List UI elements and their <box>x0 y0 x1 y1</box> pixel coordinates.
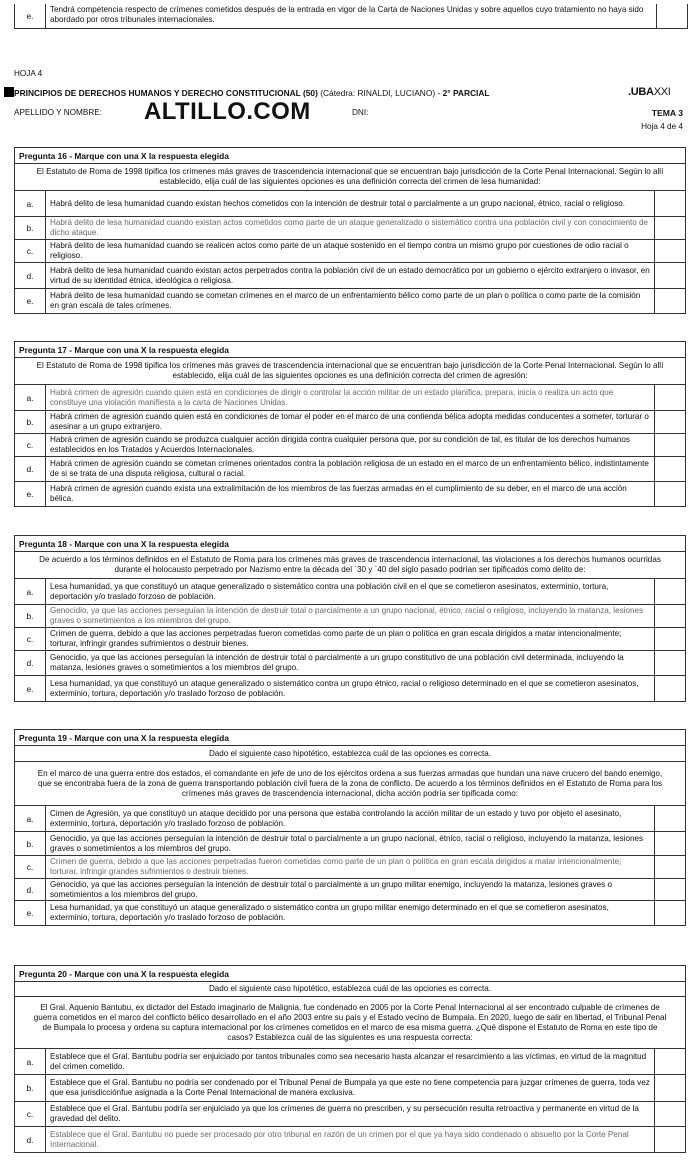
option-text: Habrá crimen de agresión cuando exista una extralimitación de los miembros de las fuerzas armadas en el cumplimiento de su deber, en el marco de una acción bélica. <box>50 484 627 503</box>
option-text: Genocidio, ya que las acciones perseguían la intención de destruir total o parcialmente a un grupo militar enemigo, incluyendo la matanza, lesiones graves o sometimientos a los miembros del grupo. <box>50 879 612 899</box>
answer-mark-box[interactable] <box>654 901 685 925</box>
answer-option <box>15 434 685 457</box>
answer-mark-box[interactable] <box>654 457 685 481</box>
question-20 <box>14 965 686 1153</box>
answer-option <box>15 1127 685 1152</box>
answer-option <box>15 1102 685 1127</box>
answer-mark-box[interactable] <box>654 191 685 216</box>
question-title: Pregunta 17 - Marque con una X la respuesta elegida <box>15 342 685 358</box>
answer-option <box>15 676 685 701</box>
option-letter: a. <box>15 191 46 216</box>
option-text: Establece que el Gral. Bantubu podría ser enjuiciado por tantos tribunales como sea necesario hasta alcanzar el resarcimiento a las víctimas, en virtud de la magnitud del crimen cometido. <box>50 1051 647 1071</box>
option-text: Cimen de Agresión, ya que constituyó un ataque decidido por una persona que estaba controlando la acción militar de un estado y tuvo por objeto el asesinato, exterminio, tortura, deportación y/o traslado forzoso de población. <box>50 808 622 828</box>
question-title: Pregunta 16 - Marque con una X la respuesta elegida <box>15 148 685 164</box>
answer-mark-box[interactable] <box>656 4 687 28</box>
option-text: Genocidio, ya que las acciones perseguían la intención de destruir total o parcialmente a un grupo nacional, étnico, racial o religioso, incluyendo la matanza, lesiones graves o sometimientos a los miembros del grupo. <box>50 606 644 625</box>
answer-option <box>15 879 685 901</box>
option-text: Establece que el Gral. Bantubu no puede ser procesado por otro tribunal en razón de un crimen por el que ya haya sido condenado o absuelto por la Corte Penal Internacional. <box>50 1129 629 1149</box>
question-title: Pregunta 19 - Marque con una X la respuesta elegida <box>15 730 685 746</box>
answer-mark-box[interactable] <box>654 217 685 239</box>
option-letter: c. <box>15 628 46 650</box>
question-statement: De acuerdo a los términos definidos en el Estatuto de Roma para los crímenes más graves de trascendencia internacional, las violaciones a los derechos humanos ocurridas durante el holocausto perpetrado por Nazismo entre la década del `30 y `40 del siglo pasado podrían ser tipificados como delito de: <box>15 552 685 579</box>
answer-option <box>15 605 685 628</box>
option-letter: e. <box>15 289 46 313</box>
question-title: Pregunta 18 - Marque con una X la respuesta elegida <box>15 536 685 552</box>
answer-option <box>15 1075 685 1102</box>
option-letter: d. <box>15 879 46 900</box>
option-letter: a. <box>15 579 46 604</box>
previous-question-option-e <box>14 4 688 29</box>
answer-option <box>15 240 685 263</box>
answer-mark-box[interactable] <box>654 240 685 262</box>
answer-mark-box[interactable] <box>654 579 685 604</box>
answer-option <box>15 628 685 651</box>
answer-mark-box[interactable] <box>654 806 685 831</box>
option-letter: e. <box>15 676 46 701</box>
option-letter: c. <box>15 240 46 262</box>
option-text: Establece que el Gral. Bantubu podría ser enjuiciado ya que los crímenes de guerra no prescriben, y su persecución resulta retroactiva y permanente en virtud de la gravedad del delito. <box>50 1104 639 1123</box>
option-text: Establece que el Gral. Bantubu no podría ser condenado por el Tribunal Penal de Bumpala ya que este no tiene competencia para juzgar crímenes de guerra, toda vez que esa jurisdicciónfue asignada a la Corte Penal Internacional de manera exclusiva. <box>50 1078 650 1097</box>
option-text: Habrá delito de lesa humanidad cuando se realicen actos como parte de un ataque sostenido en el tiempo contra un mismo grupo por cuestiones de odio racial o religioso. <box>50 241 629 260</box>
option-letter: e. <box>15 482 46 506</box>
option-letter: b. <box>15 605 46 627</box>
option-letter: b. <box>15 411 46 433</box>
answer-mark-box[interactable] <box>654 385 685 410</box>
option-letter: c. <box>15 434 46 456</box>
option-text: Lesa humanidad, ya que constituyó un ataque generalizado o sistemático contra un grupo militar enemigo determinado en el que se cometieron asesinatos, exterminio, tortura, deportación y/o traslado forzoso de población. <box>50 903 609 922</box>
answer-mark-box[interactable] <box>654 1075 685 1101</box>
answer-option <box>15 1049 685 1075</box>
answer-option <box>15 482 685 506</box>
question-title: Pregunta 20 - Marque con una X la respuesta elegida <box>15 966 685 982</box>
answer-mark-box[interactable] <box>654 628 685 650</box>
answer-option <box>15 289 685 313</box>
page-number: Hoja 4 de 4 <box>641 122 683 131</box>
option-text: Genocidio, ya que las acciones perseguían la intención de destruir total o parcialmente a un grupo constitutivo de una población civil determinada, incluyendo la matanza, lesiones graves o sometimientos a los miembros del grupo. <box>50 653 624 672</box>
question-statement: Dado el siguiente caso hipotético, establezca cuál de las opciones es correcta. <box>15 746 685 762</box>
question-19 <box>14 729 686 926</box>
question-statement: Dado el siguiente caso hipotético, establezca cuál de las opciones es correcta. <box>15 982 685 997</box>
option-text: Habrá delito de lesa humanidad cuando existan hechos cometidos con la intención de destruir total o parcialmente a un grupo nacional, étnico, racial o religioso. <box>50 198 626 208</box>
option-text: Habrá delito de lesa humanidad cuando existan actos cometidos como parte de un ataque generalizado o sistemático contra una población civil y con conocimiento de dicho ataque. <box>50 218 648 237</box>
question-16 <box>14 147 686 314</box>
answer-mark-box[interactable] <box>654 1127 685 1152</box>
answer-option <box>15 411 685 434</box>
option-letter: b. <box>15 217 46 239</box>
option-text: Lesa humanidad, ya que constituyó un ataque generalizado o sistemático contra un grupo étnico, racial o religioso determinado en el que se cometieron asesinatos, exterminio, tortura, deportación y/o traslado forzoso de población. <box>50 678 639 698</box>
option-text: Genocidio, ya que las acciones perseguían la intención de destruir total o parcialmente a un grupo nacional, étnico, racial o religioso, incluyendo la matanza, lesiones graves o sometimientos a los miembros del grupo. <box>50 833 644 853</box>
answer-mark-box[interactable] <box>654 1102 685 1126</box>
question-statement: El Estatuto de Roma de 1998 tipifica los crímenes más graves de trascendencia internacional que se encuentran bajo jurisdicción de la Corte Penal Internacional. Según lo allí establecido, elija cuál de las siguientes opciones es una definición correcta del crimen de agresión: <box>15 358 685 385</box>
answer-mark-box[interactable] <box>654 605 685 627</box>
answer-option <box>15 191 685 217</box>
answer-mark-box[interactable] <box>654 856 685 878</box>
option-text: Habrá crimen de agresión cuando quien está en condiciones de dirigir o controlar la acción militar de un estado planifica, prepara, inicia o realiza un acto que constituye una violación manifiesta a la carta de Naciones Unidas. <box>50 387 614 407</box>
question-17 <box>14 341 686 507</box>
option-text: Crimen de guerra, debido a que las acciones perpetradas fueron cometidas como parte de un plan o política en gran escala dirigidos a matar intencionalmente; torturar, infringir grandes sufrimientos o destruir bienes. <box>50 629 622 648</box>
option-letter: b. <box>15 1075 46 1101</box>
option-text: Habrá delito de lesa humanidad cuando existan actos perpetrados contra la población civil de un estado democrático por un gobierno o ejército extranjero o invasor, en virtud de su identidad étnica, ideológica o religiosa. <box>50 265 650 285</box>
option-letter: d. <box>15 1127 46 1152</box>
answer-mark-box[interactable] <box>654 434 685 456</box>
answer-mark-box[interactable] <box>654 1049 685 1074</box>
option-text: Tendrá competencia respecto de crímenes cometidos después de la entrada en vigor de la Carta de Naciones Unidas y sobre aquellos cuyo tratamiento no haya sido abordado por otros tribunales internacionales. <box>50 5 644 24</box>
answer-mark-box[interactable] <box>654 263 685 288</box>
option-letter: a. <box>15 1049 46 1074</box>
option-text: Crimen de guerra, debido a que las acciones perpetradas fueron cometidas como parte de un plan o política en gran escala dirigidos a matar intencionalmente; torturar, infringir grandes sufrimientos o destruir bienes. <box>50 857 622 876</box>
answer-mark-box[interactable] <box>654 289 685 313</box>
answer-option <box>15 651 685 676</box>
question-statement: En el marco de una guerra entre dos estados, el comandante en jefe de uno de los ejércitos ordena a sus fuerzas armadas que hundan una nave crucero del bando enemigo, que se encontraba fuera de la zona de guerra transportando población civil fuera de la zona de conflicto. De acuerdo a los términos definidos en el Estatuto de Roma para los crímenes más graves de trascendencia internacional, dicha acción podría ser tipificada como: <box>15 762 685 806</box>
question-18 <box>14 535 686 702</box>
answer-option <box>15 579 685 605</box>
dni-label: DNI: <box>352 108 369 117</box>
option-text: Habrá crimen de agresión cuando se produzca cualquier acción dirigida contra cualquier persona que, por su condición de tal, es titular de los derechos humanos establecidos en los Tratados y Acuerdos Internacionales. <box>50 435 630 454</box>
tema-label: TEMA 3 <box>651 108 683 118</box>
answer-mark-box[interactable] <box>654 651 685 675</box>
option-letter: a. <box>15 385 46 410</box>
option-letter: c. <box>15 856 46 878</box>
option-letter: e. <box>15 901 46 925</box>
answer-option <box>15 217 685 240</box>
exam-name: 2° PARCIAL <box>442 88 490 98</box>
registration-mark <box>4 87 14 97</box>
option-letter: b. <box>15 832 46 855</box>
answer-mark-box[interactable] <box>654 411 685 433</box>
course-title: PRINCIPIOS DE DERECHOS HUMANOS Y DERECHO CONSTITUCIONAL (50) <box>14 88 318 98</box>
sheet-label: HOJA 4 <box>14 69 43 78</box>
answer-mark-box[interactable] <box>654 676 685 701</box>
answer-option <box>15 263 685 289</box>
option-text: Habrá crimen de agresión cuando se cometan crímenes orientados contra la población religiosa de un estado en el marco de un enfrentamiento bélico, indistintamente de si se trata de una disputa religiosa, cultural o racial. <box>50 459 649 478</box>
option-letter: c. <box>15 1102 46 1126</box>
answer-option <box>15 901 685 925</box>
question-statement: El Estatuto de Roma de 1998 tipifica los crímenes más graves de trascendencia internacional que se encuentran bajo jurisdicción de la Corte Penal Internacional. Según lo allí establecido, elija cuál de las siguientes opciones es una definición correcta del crimen de lesa humanidad: <box>15 164 685 191</box>
question-statement: El Gral. Aquenio Bantubu, ex dictador del Estado imaginario de Malignia, fue condenado en 2005 por la Corte Penal Internacional al ser encontrado culpable de crímenes de guerra cometidos en el marco del conflicto bélico desarrollado en el año 2003 entre su país y el Estado vecino de Bumpala. En 2020, luego de salir en libertad, el Tribunal Penal de Bumpala lo procesa y ordena su captura internacional por los crímenes cometidos en el marco de esa misma guerra. ¿Qué dispone el Estatuto de Roma en este tipo de casos? Establezca cuál de las siguientes es una respuesta correcta: <box>15 997 685 1049</box>
option-text: Habrá delito de lesa humanidad cuando se cometan crímenes en el marco de un enfrentamiento bélico como parte de un plan o política o como parte de la comisión en gran escala de tales crímenes. <box>50 291 641 310</box>
answer-mark-box[interactable] <box>654 482 685 506</box>
watermark: ALTILLO.COM <box>144 98 311 125</box>
answer-mark-box[interactable] <box>654 832 685 855</box>
option-text: Lesa humanidad, ya que constituyó un ataque generalizado o sistemático contra una población civil en el que se cometieron asesinatos, exterminio, tortura, deportación y/o traslado forzoso de población. <box>50 581 609 601</box>
answer-option <box>15 457 685 482</box>
option-letter: d. <box>15 651 46 675</box>
name-label: APELLIDO Y NOMBRE: <box>14 108 102 117</box>
answer-option <box>15 856 685 879</box>
uba-logo: .UBAXXI <box>628 86 671 98</box>
course-chair: (Cátedra: RINALDI, LUCIANO) - <box>317 88 443 98</box>
option-letter: d. <box>15 457 46 481</box>
option-letter: a. <box>15 806 46 831</box>
answer-option <box>15 832 685 856</box>
answer-option <box>15 385 685 411</box>
answer-option <box>15 806 685 832</box>
option-letter: d. <box>15 263 46 288</box>
answer-mark-box[interactable] <box>654 879 685 900</box>
course-line <box>14 88 490 98</box>
option-text: Habrá crimen de agresión cuando quien está en condiciones de tomar el poder en el marco de una contienda bélica adopta medidas conducentes a someter, torturar o asesinar a un grupo extranjero. <box>50 412 649 431</box>
option-letter: e. <box>15 4 46 28</box>
